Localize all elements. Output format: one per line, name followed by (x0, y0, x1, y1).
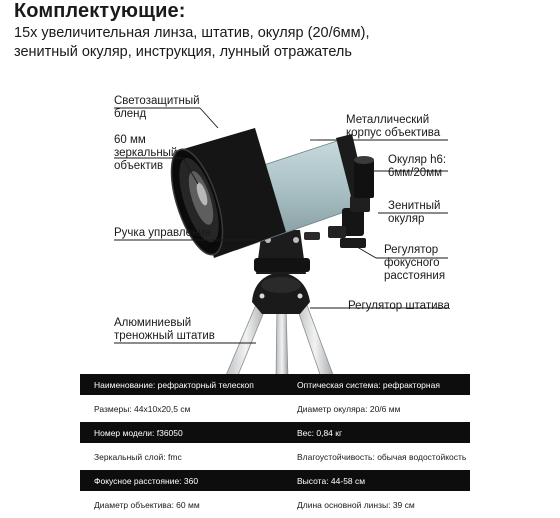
spec-right: Длина основной линзы: 39 см (297, 499, 415, 510)
header (14, 0, 554, 62)
callout-tripod-knob: Регулятор штатива (348, 300, 450, 312)
callout-zenith: Зенитный окуляр (388, 200, 441, 225)
spec-right: Вес: 0,84 кг (297, 427, 343, 438)
callout-objective: 60 мм зеркальный объектив (114, 134, 178, 172)
control-handle (304, 232, 320, 240)
specs-table (80, 374, 470, 518)
tripod-head (252, 272, 310, 314)
spec-left: Зеркальный слой: fmc (94, 451, 182, 462)
subtitle-line-1: 15х увеличительная линза, штатив, окуляр (20/6мм), (14, 25, 370, 41)
callout-body: Металлический корпус объектива (346, 114, 441, 139)
spec-row (80, 494, 470, 515)
focus-knob (328, 226, 346, 238)
spec-right: Оптическая система: рефракторная (297, 379, 440, 390)
spec-left: Номер модели: f36050 (94, 427, 183, 438)
spec-right: Влагоустойчивость: обычая водостойкость (297, 451, 467, 462)
spec-row (80, 398, 470, 419)
callout-eyepiece: Окуляр h6: 6мм/20мм (388, 154, 447, 179)
callout-hood: Светозащитный бленд (114, 95, 200, 120)
spec-left: Фокусное расстояние: 360 (94, 475, 199, 486)
spec-row (80, 470, 470, 491)
spec-right: Высота: 44-58 см (297, 475, 366, 486)
spec-left: Диаметр объектива: 60 мм (94, 499, 200, 510)
telescope-illustration (0, 80, 560, 380)
spec-left: Наименование: рефракторный телескоп (94, 379, 254, 390)
callout-tripod: Алюминиевый треножный штатив (114, 317, 215, 342)
page-title: Комплектующие: (14, 0, 186, 22)
spec-row (80, 422, 470, 443)
spec-left: Размеры: 44x10x20,5 см (94, 403, 191, 414)
spec-row (80, 374, 470, 395)
spec-right: Диаметр окуляра: 20/6 мм (297, 403, 401, 414)
eyepiece (354, 160, 374, 198)
telescope-figure (0, 80, 560, 380)
subtitle-line-2: зенитный окуляр, инструкция, лунный отражатель (14, 44, 352, 60)
subtitle (14, 24, 554, 62)
spec-row (80, 446, 470, 467)
callout-handle: Ручка управления (114, 227, 212, 239)
zenith-prism (350, 196, 370, 212)
callout-focus: Регулятор фокусного расстояния (384, 244, 446, 282)
